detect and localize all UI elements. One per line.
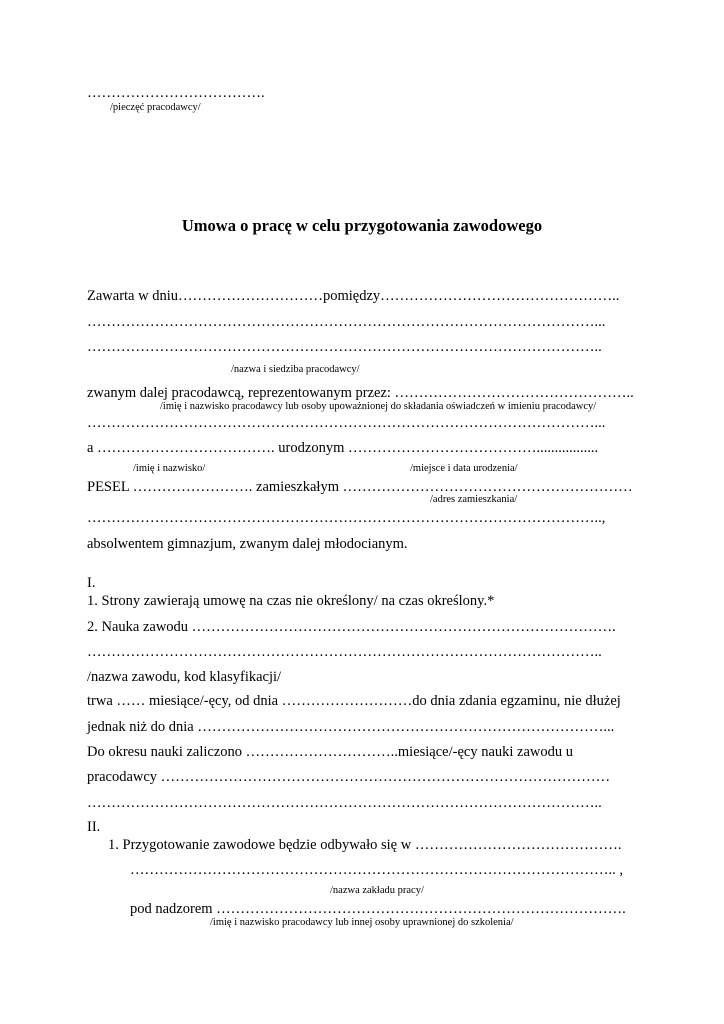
profession-caption: /nazwa zawodu, kod klasyfikacji/ [87,669,282,685]
employee-line: a ………………………………. urodzonym …………………………………................. [87,440,599,456]
clause-2: 2. Nauka zawodu ……………………………………………………………………………. [87,619,616,635]
fill-line: ……………………………………………………………………………………………... [87,314,606,330]
document-title: Umowa o pracę w celu przygotowania zawodowego [181,216,543,235]
workplace-caption: /nazwa zakładu pracy/ [330,885,424,896]
credited-period-line: Do okresu nauki zaliczono …………………………..miesiące/-ęcy nauki zawodu u [87,744,574,760]
fill-line: ……………………………………………………………………………………….. , [130,862,623,878]
address-caption: /adres zamieszkania/ [430,494,518,505]
employer-caption: /nazwa i siedziba pracodawcy/ [231,364,360,375]
representative-caption: /imię i nazwisko pracodawcy lub osoby upoważnionej do składania oświadczeń w imieniu pracodawcy/ [160,401,597,412]
supervisor-caption: /imię i nazwisko pracodawcy lub innej osoby uprawnionej do szkolenia/ [210,917,514,928]
clause-1: 1. Strony zawierają umowę na czas nie określony/ na czas określony.* [87,593,495,609]
graduate-line: absolwentem gimnazjum, zwanym dalej młodocianym. [87,536,408,552]
stamp-line: ………………………………. [87,85,265,101]
supervisor-line: pod nadzorem …………………………………………………………………………. [130,901,626,917]
fill-line: …………………………………………………………………………………………….., [87,510,606,526]
pesel-line: PESEL ……………………. zamieszkałym …………………………………………………… [87,479,633,495]
birth-caption: /miejsce i data urodzenia/ [410,463,518,474]
name-caption: /imię i nazwisko/ [133,463,206,474]
stamp-caption: /pieczęć pracodawcy/ [110,102,201,113]
fill-line: ……………………………………………………………………………………………... [87,415,606,431]
employer-credit-line: pracodawcy ………………………………………………………………………………… [87,769,611,785]
section-heading: II. [87,819,101,835]
fill-line: …………………………………………………………………………………………….. [87,644,602,660]
until-date-line: jednak niż do dnia …………………………………………………………………………... [87,719,615,735]
workplace-clause: 1. Przygotowanie zawodowe będzie odbywało się w ……………………………………. [108,837,622,853]
concluded-date-line: Zawarta w dniu…………………………pomiędzy………………………………………….. [87,288,620,304]
fill-line: …………………………………………………………………………………………….. [87,795,602,811]
duration-line: trwa …… miesiące/-ęcy, od dnia ………………………do dnia zdania egzaminu, nie dłużej [87,693,621,709]
representative-line: zwanym dalej pracodawcą, reprezentowanym przez: ………………………………………….. [87,385,634,401]
section-heading: I. [87,575,96,591]
fill-line: …………………………………………………………………………………………….. [87,339,602,355]
